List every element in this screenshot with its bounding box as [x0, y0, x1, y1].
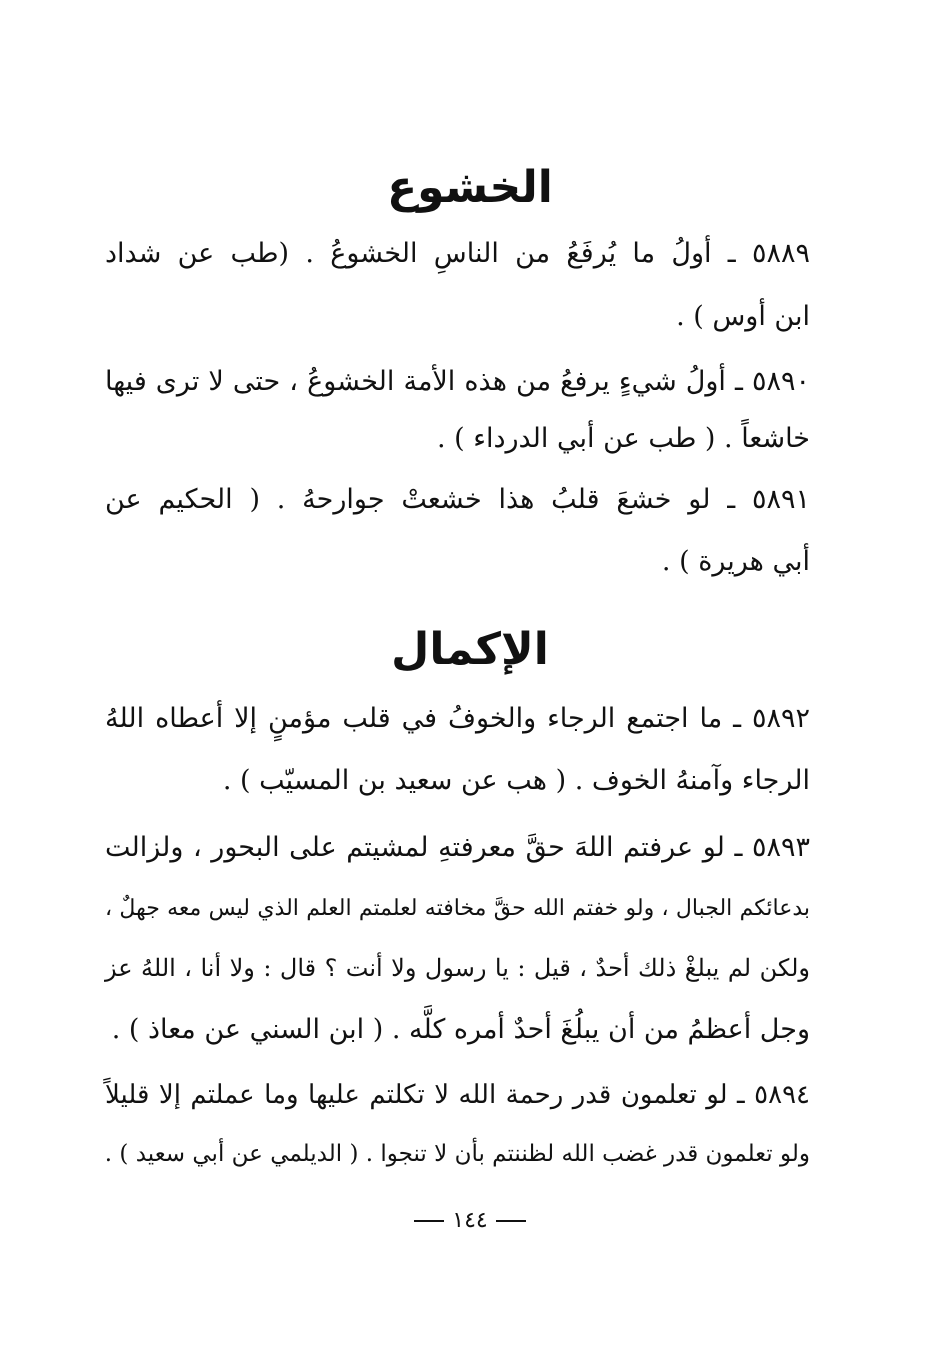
page-number-value: ١٤٤ — [452, 1208, 488, 1233]
hadith-5891-line-2: أبي هريرة ) . — [661, 546, 810, 577]
hadith-5891-line-1: ٥٨٩١ ـ لو خشعَ قلبُ هذا خشعتْ جوارحهُ . ( الحكيم عن — [105, 484, 810, 515]
hadith-5890-line-2: خاشعاً . ( طب عن أبي الدرداء ) . — [436, 423, 810, 454]
hadith-5889-line-1: ٥٨٨٩ ـ أولُ ما يُرفَعُ من الناسِ الخشوعُ . (طب عن شداد — [105, 238, 810, 269]
hadith-5893-line-3: ولكن لم يبلغْ ذلك أحدٌ ، قيل : يا رسول ولا أنت ؟ قال : ولا أنا ، اللهُ عز — [105, 954, 810, 982]
page-number-dash-left — [414, 1220, 444, 1222]
hadith-5893-line-4: وجل أعظمُ من أن يبلُغَ أحدٌ أمره كلَّه . ( ابن السني عن معاذ ) . — [111, 1014, 810, 1045]
hadith-5892-line-1: ٥٨٩٢ ـ ما اجتمع الرجاء والخوفُ في قلب مؤمنٍ إلا أعطاه اللهُ — [105, 703, 810, 734]
section-heading-ikmal: الإكمال — [391, 624, 549, 675]
hadith-5893-line-2: بدعائكم الجبال ، ولو خفتم الله حقَّ مخافته لعلمتم العلم الذي ليس معه جهلٌ ، — [105, 896, 810, 921]
hadith-5892-line-2: الرجاء وآمنهُ الخوف . ( هب عن سعيد بن المسيّب ) . — [222, 765, 810, 796]
page-number-dash-right — [496, 1220, 526, 1222]
hadith-5890-line-1: ٥٨٩٠ ـ أولُ شيءٍ يرفعُ من هذه الأمة الخشوعُ ، حتى لا ترى فيها — [105, 366, 810, 397]
hadith-5889-line-2: ابن أوس ) . — [676, 301, 810, 332]
hadith-5894-line-1: ٥٨٩٤ ـ لو تعلمون قدر رحمة الله لا تكلتم عليها وما عملتم إلا قليلاً — [105, 1080, 810, 1110]
hadith-5894-line-2: ولو تعلمون قدر غضب الله لظننتم بأن لا تنجوا . ( الديلمي عن أبي سعيد ) . — [104, 1141, 810, 1167]
page-number — [0, 1206, 940, 1236]
hadith-5893-line-1: ٥٨٩٣ ـ لو عرفتم اللهَ حقَّ معرفتهِ لمشيتم على البحور ، ولزالت — [105, 832, 810, 863]
section-heading-khushu: الخشوع — [387, 162, 553, 213]
